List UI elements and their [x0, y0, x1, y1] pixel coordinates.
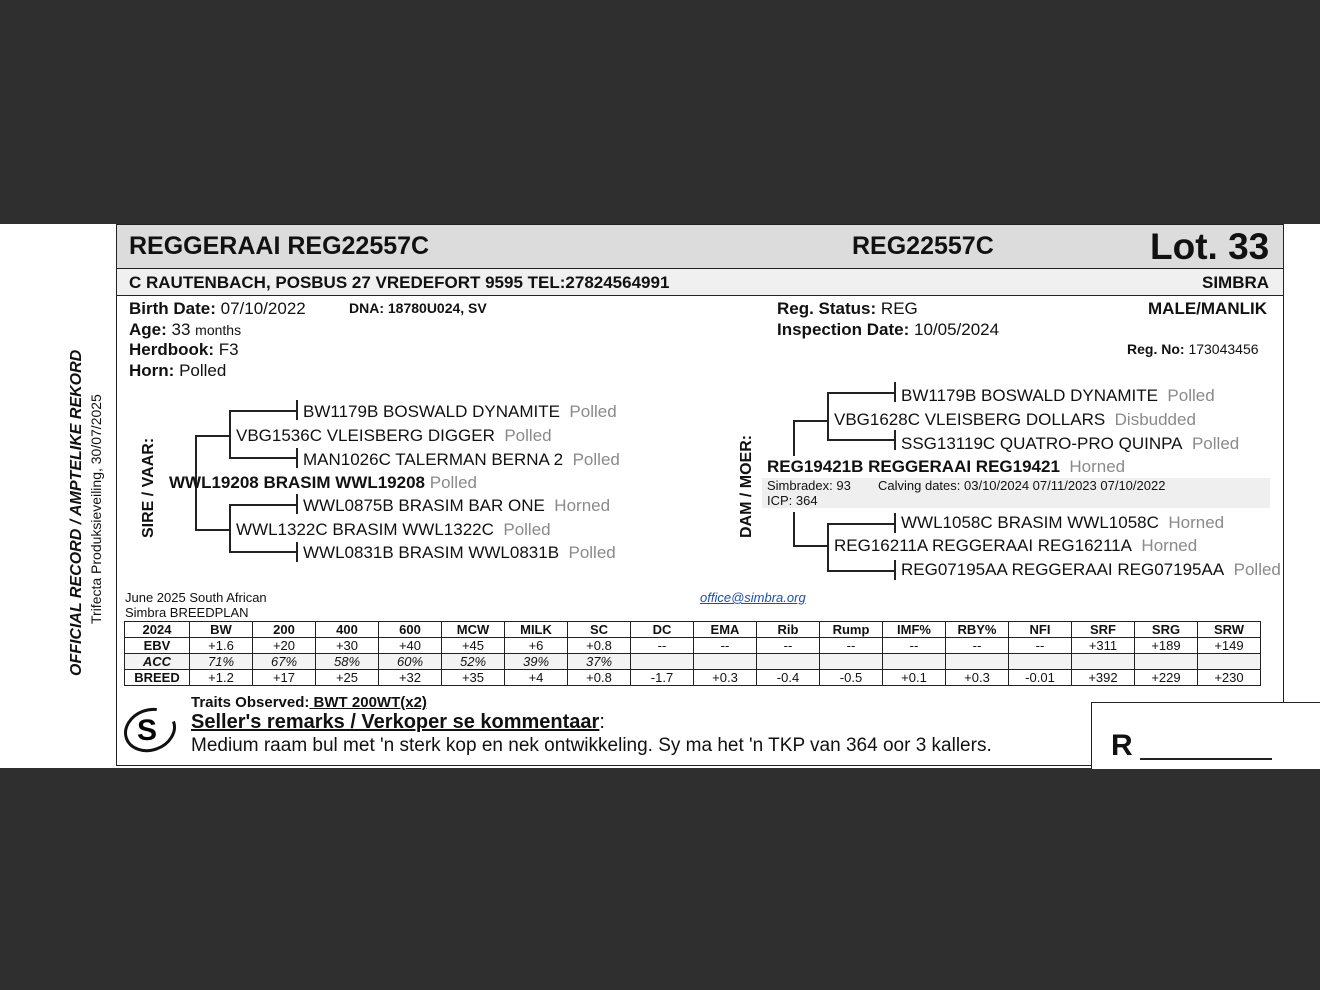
reg-status-label: Reg. Status: — [777, 299, 877, 318]
birth-date-value: 07/10/2022 — [220, 299, 306, 318]
inspection-date — [777, 320, 999, 340]
table-cell: +0.1 — [883, 670, 946, 686]
dam-dam: REG16211A REGGERAAI REG16211A Horned — [834, 536, 1198, 555]
table-cell: ACC — [125, 654, 190, 670]
table-cell: 400 — [316, 622, 379, 638]
table-cell: BW — [190, 622, 253, 638]
table-cell: +311 — [1072, 638, 1135, 654]
table-cell: -- — [757, 638, 820, 654]
price-line — [1140, 758, 1272, 760]
table-cell: +45 — [442, 638, 505, 654]
table-cell: MILK — [505, 622, 568, 638]
table-cell: +230 — [1198, 670, 1261, 686]
ebv-row — [125, 638, 1261, 654]
ebv-header-row — [125, 622, 1261, 638]
table-cell: -- — [820, 638, 883, 654]
seller-remarks-heading: Seller's remarks / Verkoper se kommentaar: — [191, 711, 605, 733]
table-cell: +189 — [1135, 638, 1198, 654]
table-cell — [1135, 654, 1198, 670]
simbra-logo-letter: S — [137, 714, 158, 747]
table-cell: 200 — [253, 622, 316, 638]
table-cell: +0.3 — [946, 670, 1009, 686]
table-cell: -0.4 — [757, 670, 820, 686]
table-cell: -- — [946, 638, 1009, 654]
reg-no-label: Reg. No: — [1127, 341, 1185, 357]
table-cell: +4 — [505, 670, 568, 686]
birth-date — [129, 299, 306, 319]
table-cell — [1072, 654, 1135, 670]
table-cell: RBY% — [946, 622, 1009, 638]
table-cell: 600 — [379, 622, 442, 638]
animal-id: REG22557C — [852, 232, 994, 260]
table-cell: 39% — [505, 654, 568, 670]
dam-calving-dates: Calving dates: 03/10/2024 07/11/2023 07/10/2022 — [878, 478, 1166, 493]
reg-status-value: REG — [880, 299, 918, 318]
table-cell: +20 — [253, 638, 316, 654]
lot-card — [0, 224, 1320, 768]
table-cell — [820, 654, 883, 670]
reg-no — [1127, 341, 1259, 357]
table-cell: +0.3 — [694, 670, 757, 686]
breed-row — [125, 670, 1261, 686]
table-cell: Rump — [820, 622, 883, 638]
table-cell: 67% — [253, 654, 316, 670]
table-cell: +392 — [1072, 670, 1135, 686]
table-cell: BREED — [125, 670, 190, 686]
seller-remarks-text: Medium raam bul met 'n sterk kop en nek ontwikkeling. Sy ma het 'n TKP van 364 oor 3 kallers. — [191, 735, 992, 756]
official-record-label: OFFICIAL RECORD / AMPTELIKE REKORD — [68, 349, 85, 676]
table-cell — [631, 654, 694, 670]
dam-simbradex: Simbradex: 93 — [767, 478, 851, 493]
auction-label: Trifecta Produksieveiling, 30/07/2025 — [88, 394, 104, 624]
breedplan-title-1: June 2025 South African — [125, 590, 267, 605]
horn-value: Polled — [179, 361, 227, 380]
table-cell: +32 — [379, 670, 442, 686]
table-cell: +0.8 — [568, 638, 631, 654]
table-cell: +6 — [505, 638, 568, 654]
table-cell: +0.8 — [568, 670, 631, 686]
sire-sire-dam: MAN1026C TALERMAN BERNA 2 Polled — [303, 450, 620, 469]
dam-sire: VBG1628C VLEISBERG DOLLARS Disbudded — [834, 410, 1196, 429]
table-cell: -1.7 — [631, 670, 694, 686]
herdbook-value: F3 — [218, 340, 239, 359]
horn-label: Horn: — [129, 361, 175, 380]
traits-observed: Traits Observed: BWT 200WT(x2) — [191, 694, 427, 711]
table-cell: EMA — [694, 622, 757, 638]
ebv-table — [124, 621, 1261, 686]
acc-row — [125, 654, 1261, 670]
inspection-date-label: Inspection Date: — [777, 320, 910, 339]
dam-sire-sire: BW1179B BOSWALD DYNAMITE Polled — [901, 386, 1215, 405]
table-cell: +229 — [1135, 670, 1198, 686]
table-cell: SRW — [1198, 622, 1261, 638]
inspection-date-value: 10/05/2024 — [913, 320, 1000, 339]
table-cell: -0.5 — [820, 670, 883, 686]
table-cell: SRG — [1135, 622, 1198, 638]
sex-label: MALE/MANLIK — [1148, 299, 1267, 318]
table-cell: -- — [883, 638, 946, 654]
sire-sire-sire: BW1179B BOSWALD DYNAMITE Polled — [303, 402, 617, 421]
dam: REG19421B REGGERAAI REG19421 Horned — [767, 457, 1126, 476]
table-cell: Rib — [757, 622, 820, 638]
table-cell: NFI — [1009, 622, 1072, 638]
dam-sire-dam: SSG13119C QUATRO-PRO QUINPA Polled — [901, 434, 1240, 453]
breed-label: SIMBRA — [1202, 273, 1270, 292]
table-cell: +25 — [316, 670, 379, 686]
table-cell: +40 — [379, 638, 442, 654]
table-cell: +35 — [442, 670, 505, 686]
table-cell: +1.6 — [190, 638, 253, 654]
animal-name: REGGERAAI REG22557C — [129, 232, 430, 260]
table-cell: +149 — [1198, 638, 1261, 654]
sire-dam-sire: WWL0875B BRASIM BAR ONE Horned — [303, 496, 611, 515]
table-cell: 52% — [442, 654, 505, 670]
table-cell: SC — [568, 622, 631, 638]
sire: WWL19208 BRASIM WWL19208 Polled — [169, 473, 477, 492]
table-cell: 58% — [316, 654, 379, 670]
table-cell — [1009, 654, 1072, 670]
table-cell: -0.01 — [1009, 670, 1072, 686]
table-cell: SRF — [1072, 622, 1135, 638]
reg-status — [777, 299, 918, 319]
age-unit: months — [195, 322, 242, 338]
breedplan-title-2: Simbra BREEDPLAN — [125, 605, 249, 620]
simbra-logo — [118, 704, 178, 756]
sire-dam-dam: WWL0831B BRASIM WWL0831B Polled — [303, 543, 616, 562]
table-cell: -- — [1009, 638, 1072, 654]
sire-label: SIRE / VAAR: — [140, 437, 157, 538]
reg-no-value: 173043456 — [1188, 341, 1259, 357]
table-cell: -- — [631, 638, 694, 654]
table-cell: 2024 — [125, 622, 190, 638]
email-link[interactable]: office@simbra.org — [700, 590, 806, 605]
price-label: R — [1111, 729, 1133, 762]
table-cell: MCW — [442, 622, 505, 638]
dna: DNA: 18780U024, SV — [349, 300, 487, 316]
table-cell: +1.2 — [190, 670, 253, 686]
birth-date-label: Birth Date: — [129, 299, 216, 318]
dam-label: DAM / MOER: — [738, 434, 755, 538]
table-cell: 60% — [379, 654, 442, 670]
table-cell: 71% — [190, 654, 253, 670]
sire-dam: WWL1322C BRASIM WWL1322C Polled — [236, 520, 551, 539]
age — [129, 320, 241, 340]
table-cell: +17 — [253, 670, 316, 686]
table-cell — [946, 654, 1009, 670]
table-cell: +30 — [316, 638, 379, 654]
lot-number: Lot. 33 — [1150, 226, 1270, 267]
dam-dam-sire: WWL1058C BRASIM WWL1058C Horned — [901, 513, 1225, 532]
table-cell: IMF% — [883, 622, 946, 638]
table-cell — [694, 654, 757, 670]
price-box[interactable] — [1091, 702, 1320, 769]
table-cell — [757, 654, 820, 670]
herdbook-label: Herdbook: — [129, 340, 214, 359]
table-cell: 37% — [568, 654, 631, 670]
table-cell: EBV — [125, 638, 190, 654]
table-cell: DC — [631, 622, 694, 638]
dam-dam-dam: REG07195AA REGGERAAI REG07195AA Polled — [901, 560, 1281, 579]
table-cell — [883, 654, 946, 670]
table-cell: -- — [694, 638, 757, 654]
table-cell — [1198, 654, 1261, 670]
age-value: 33 — [171, 320, 191, 339]
dam-icp: ICP: 364 — [767, 493, 818, 508]
horn — [129, 361, 226, 381]
sire-sire: VBG1536C VLEISBERG DIGGER Polled — [236, 426, 552, 445]
age-label: Age: — [129, 320, 167, 339]
owner-line: C RAUTENBACH, POSBUS 27 VREDEFORT 9595 TEL:27824564991 — [129, 273, 670, 292]
herdbook — [129, 340, 239, 360]
